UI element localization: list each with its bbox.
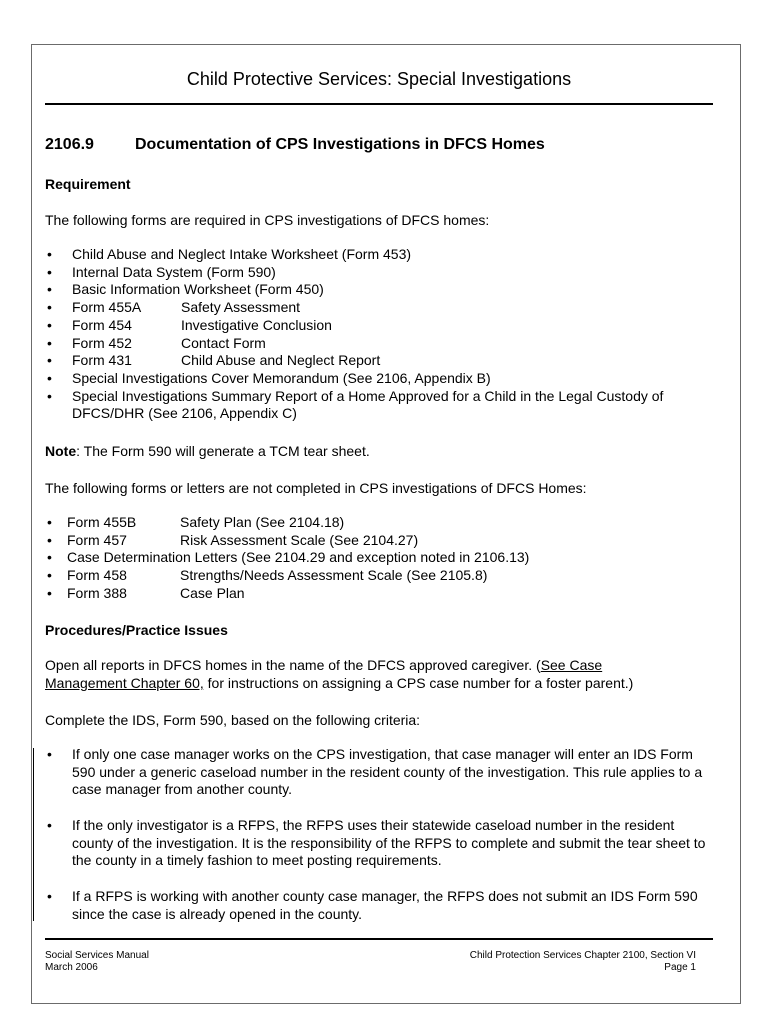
open-reports-paragraph: Open all reports in DFCS homes in the name of the DFCS approved caregiver. (See Case Management Chapter 60, for instructions on assigning a CPS case number for a foster parent.) [45,657,634,691]
list-item: • Internal Data System (Form 590) [45,264,715,282]
ids-criteria-list-3 [45,888,715,923]
case-management-link[interactable]: See Case [540,657,603,673]
ids-criteria-list [45,746,715,799]
list-item: • Form 458 Strengths/Needs Assessment Scale (See 2105.8) [45,567,715,585]
ids-intro: Complete the IDS, Form 590, based on the following criteria: [45,712,421,728]
requirement-heading: Requirement [45,176,131,192]
list-item: • Form 457 Risk Assessment Scale (See 2104.27) [45,532,715,550]
section-number: 2106.9 [45,136,94,153]
footer-date: March 2006 [45,962,98,973]
footer-chapter: Child Protection Services Chapter 2100, Section VI [469,950,696,961]
note-text: : The Form 590 will generate a TCM tear sheet. [76,443,370,459]
footer-rule [45,938,713,940]
required-forms-list [45,246,715,423]
procedures-heading: Procedures/Practice Issues [45,622,228,638]
list-item: • Form 431 Child Abuse and Neglect Report [45,352,715,370]
footer-right [470,950,696,974]
list-item: • Form 388 Case Plan [45,585,715,603]
list-item: • Case Determination Letters (See 2104.29 and exception noted in 2106.13) [45,549,715,567]
change-bar [33,748,34,921]
footer-manual: Social Services Manual [45,950,149,961]
list-item: • Form 455B Safety Plan (See 2104.18) [45,514,715,532]
note-label: Note [45,443,77,459]
list-item: • If a RFPS is working with another county case manager, the RFPS does not submit an IDS Form 590 since the case is already opened in the county. [45,888,715,923]
list-item: • Form 454 Investigative Conclusion [45,317,715,335]
page-header-title: Child Protective Services: Special Investigations [186,69,572,89]
not-completed-intro: The following forms or letters are not completed in CPS investigations of DFCS Homes: [45,480,587,496]
footer-page-number: Page 1 [664,962,696,973]
list-item: • Child Abuse and Neglect Intake Worksheet (Form 453) [45,246,715,264]
list-item: • Form 452 Contact Form [45,335,715,353]
ids-criteria-list-2 [45,817,715,870]
list-item: • If the only investigator is a RFPS, the RFPS uses their statewide caseload number in the resident county of the investigation. It is the responsibility of the RFPS to complete and submit the tear sheet to the county in a timely fashion to meet posting requirements. [45,817,715,870]
list-item: • Special Investigations Summary Report of a Home Approved for a Child in the Legal Custody of DFCS/DHR (See 2106, Appendix C) [45,388,715,423]
footer-left [45,950,149,974]
not-completed-list [45,514,715,603]
section-title-text: Documentation of CPS Investigations in DFCS Homes [135,136,545,153]
requirement-intro: The following forms are required in CPS investigations of DFCS homes: [45,212,490,228]
list-item: • Form 455A Safety Assessment [45,299,715,317]
header-rule [45,103,713,105]
note-paragraph [45,442,713,460]
list-item: • Basic Information Worksheet (Form 450) [45,281,715,299]
list-item: • Special Investigations Cover Memorandum (See 2106, Appendix B) [45,370,715,388]
list-item: • If only one case manager works on the CPS investigation, that case manager will enter an IDS Form 590 under a generic caseload number in the resident county of the investigation. This rule applies to a case manager from another county. [45,746,715,799]
section-title [45,136,545,154]
case-management-link-cont[interactable]: Management Chapter 60, [45,675,204,691]
